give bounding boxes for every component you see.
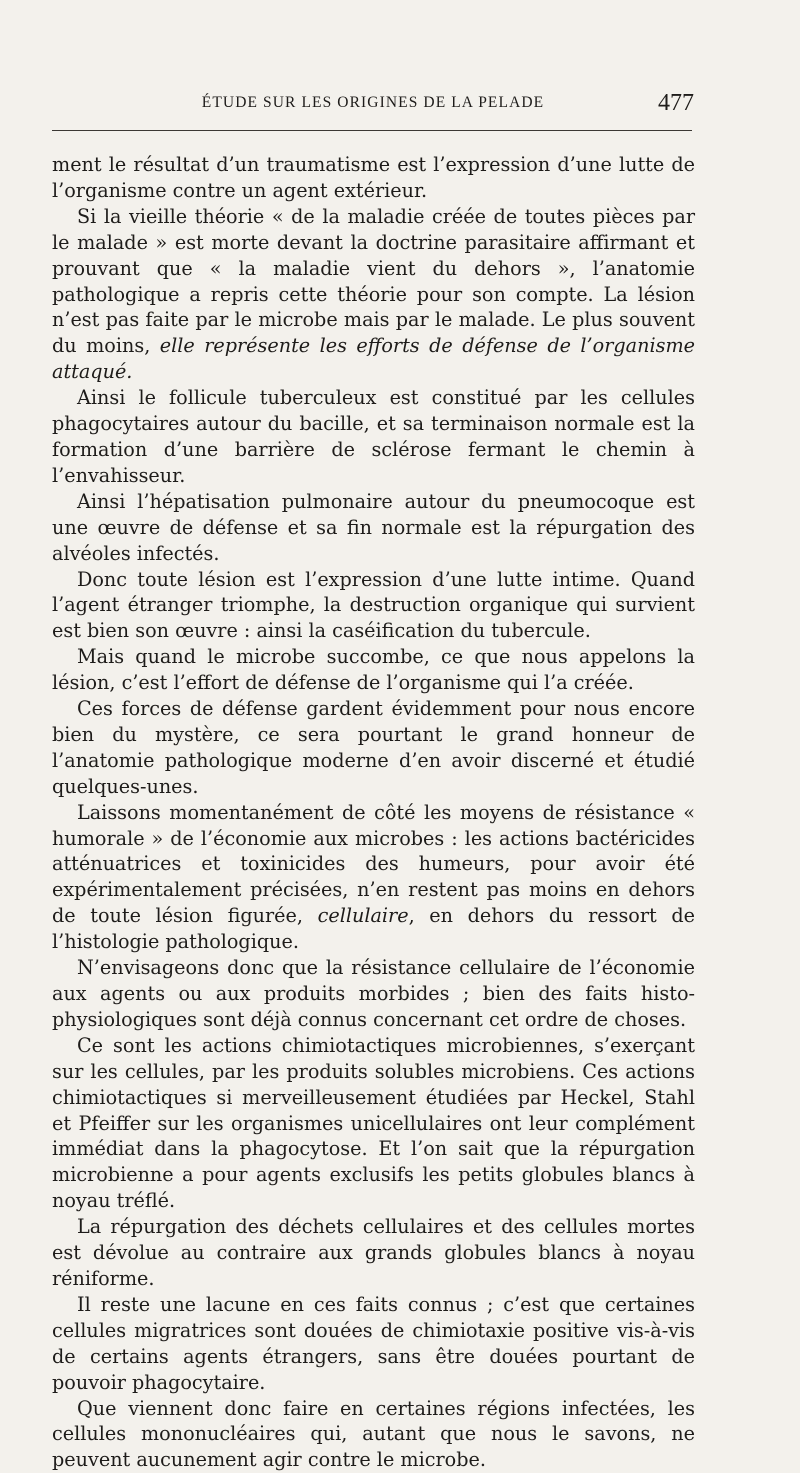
paragraph: La répurgation des déchets cellulaires et des cellules mortes est dévolue au contraire aux grands globules blancs à noyau réniforme. — [52, 1214, 695, 1292]
running-title: ÉTUDE SUR LES ORIGINES DE LA PELADE — [52, 94, 694, 112]
paragraph: Ce sont les actions chimiotactiques microbiennes, s’exerçant sur les cellules, par les produits solubles microbiens. Ces actions chimiotactiques si merveilleusement étudiées par Heckel, Stahl et Pfeiffer sur les organismes unicellulaires ont leur complément immédiat dans la phagocytose. Et l’on sait que la répurgation microbienne a pour agents exclusifs les petits globules blancs à noyau tréflé. — [52, 1033, 695, 1214]
paragraph: Mais quand le microbe succombe, ce que nous appelons la lésion, c’est l’effort de défense de l’organisme qui l’a créée. — [52, 644, 695, 696]
body-text — [52, 152, 695, 1473]
page-header — [52, 92, 694, 122]
paragraph: Que viennent donc faire en certaines régions infectées, les cellules mononucléaires qui, autant que nous le savons, ne peuvent aucunement agir contre le microbe. — [52, 1396, 695, 1473]
paragraph: Ainsi le follicule tuberculeux est constitué par les cellules phagocytaires autour du bacille, et sa terminaison normale est la formation d’une barrière de sclérose fermant le chemin à l’envahisseur. — [52, 385, 695, 489]
paragraph: Si la vieille théorie « de la maladie créée de toutes pièces par le malade » est morte devant la doctrine parasitaire affirmant et prouvant que « la maladie vient du dehors », l’anatomie pathologique a repris cette théorie pour son compte. La lésion n’est pas faite par le microbe mais par le malade. Le plus souvent du moins, elle représente les efforts de défense de l’organisme attaqué. — [52, 204, 695, 385]
paragraph-continuation: ment le résultat d’un traumatisme est l’expression d’une lutte de l’organisme contre un agent extérieur. — [52, 152, 695, 204]
paragraph: Donc toute lésion est l’expression d’une lutte intime. Quand l’agent étranger triomphe, la destruction organique qui survient est bien son œuvre : ainsi la caséification du tubercule. — [52, 567, 695, 645]
paragraph: Ces forces de défense gardent évidemment pour nous encore bien du mystère, ce sera pourtant le grand honneur de l’anatomie pathologique moderne d’en avoir discerné et étudié quelques-unes. — [52, 696, 695, 800]
paragraph: Ainsi l’hépatisation pulmonaire autour du pneumocoque est une œuvre de défense et sa fin normale est la répurgation des alvéoles infectés. — [52, 489, 695, 567]
paragraph: N’envisageons donc que la résistance cellulaire de l’économie aux agents ou aux produits morbides ; bien des faits histo-physiologiques sont déjà connus concernant cet ordre de choses. — [52, 955, 695, 1033]
page-number: 477 — [658, 90, 694, 117]
italic-emphasis: elle représente les efforts de défense de l’organisme attaqué. — [52, 334, 695, 383]
paragraph: Laissons momentanément de côté les moyens de résistance « humorale » de l’économie aux microbes : les actions bactéricides atténuatrices et toxinicides des humeurs, pour avoir été expérimentalement précisées, n’en restent pas moins en dehors de toute lésion figurée, cellulaire, en dehors du ressort de l’histologie pathologique. — [52, 800, 695, 955]
paragraph: Il reste une lacune en ces faits connus ; c’est que certaines cellules migratrices sont douées de chimiotaxie positive vis-à-vis de certains agents étrangers, sans être douées pourtant de pouvoir phagocytaire. — [52, 1292, 695, 1396]
italic-emphasis: cellulaire — [318, 904, 409, 927]
header-rule — [52, 130, 692, 131]
